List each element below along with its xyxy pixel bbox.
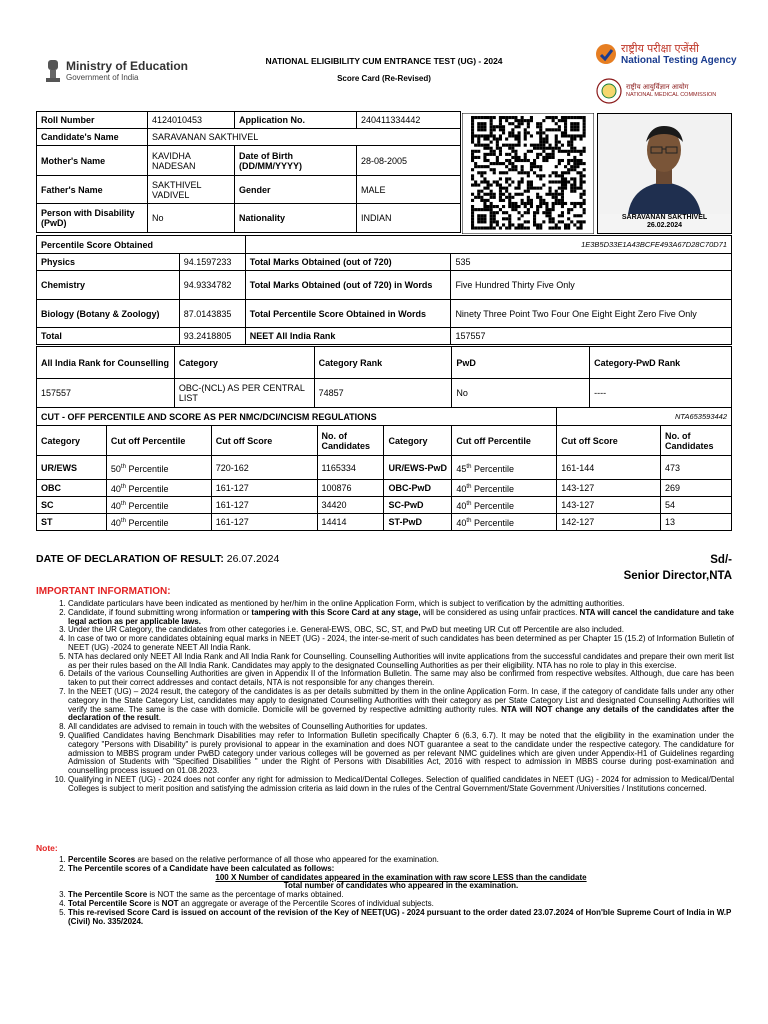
category-value: OBC-(NCL) AS PER CENTRAL LIST	[174, 379, 314, 408]
cutoff-score-pwd: 161-144	[557, 456, 661, 480]
cutoff-candidates-pwd: 13	[661, 514, 732, 531]
page-subtitle: Score Card (Re-Revised)	[337, 74, 431, 83]
pct-words-value: Ninety Three Point Two Four One Eight Eight Zero Five Only	[451, 300, 732, 328]
nmc-hindi-name: राष्ट्रीय आयुर्विज्ञान आयोग	[626, 83, 689, 91]
cutoff-category-pwd: SC-PwD	[384, 497, 452, 514]
list-item: 3. Under the UR Category, the candidates from other categories i.e. General-EWS, OBC, SC, ST, and PwD but meeting UR Cut off Percentile are also included.	[68, 626, 734, 635]
list-item: 2. The Percentile scores of a Candidate have been calculated as follows: 100 X Number of candidates appeared in the examination with raw score LESS than the candidate Total number of candidates who appeared in the examination.	[68, 865, 734, 891]
cutoff-candidates: 34420	[317, 497, 384, 514]
cutoff-header: Cut off Percentile	[106, 426, 211, 456]
nmc-english-name: NATIONAL MEDICAL COMMISSION	[626, 91, 717, 98]
gender-value: MALE	[357, 176, 461, 204]
list-item: 5. This re-revised Score Card is issued on account of the revision of the Key of NEET(UG) - 2024 pursuant to the order dated 23.07.2024 of Hon'ble Supreme Court of India in W.P (Civil) No. 335/2024.	[68, 909, 734, 927]
list-item: 10. Qualifying in NEET (UG) - 2024 does not confer any right for admission to Medical/Dental Colleges. Selection of qualified candidates in NEET (UG) - 2024 for admission to Medical/Dental Colleges is subject to merit position and satisfying the admission criteria as laid down in the rules of the Central Government/State Government /Universities / Institutions concerned.	[68, 776, 734, 794]
cutoff-title: CUT - OFF PERCENTILE AND SCORE AS PER NMC/DCI/NCISM REGULATIONS	[37, 408, 557, 426]
pwd-value: No	[452, 379, 590, 408]
cutoff-score-pwd: 143-127	[557, 497, 661, 514]
cutoff-header: Category	[384, 426, 452, 456]
physics-value: 94.1597233	[179, 254, 245, 271]
father-value: SAKTHIVEL VADIVEL	[148, 176, 235, 204]
important-heading: IMPORTANT INFORMATION:	[36, 586, 171, 597]
marks-label: Total Marks Obtained (out of 720)	[245, 254, 451, 271]
signature-sd: Sd/-	[710, 554, 732, 566]
photo-caption-name: SARAVANAN SAKTHIVEL	[621, 214, 708, 221]
cutoff-header: No. of Candidates	[317, 426, 384, 456]
category-rank-label: Category Rank	[314, 347, 452, 379]
roll-label: Roll Number	[37, 112, 148, 129]
nta-hindi-name: राष्ट्रीय परीक्षा एजेंसी	[621, 42, 699, 55]
list-item: 9. Qualified Candidates having Benchmark Disabilities may refer to Information Bulletin specifically Chapter 6 (6.3, 6.7). It may be noted that the eligibility in the examination under the category "Persons with Disability" is purely provisional to appear in the examination and does NOT guarantee a seat to the candidate under the respective category. The candidature for admission to MBBS program under PwBD category under various colleges will be governed as per relevant NMC guidelines which are given under Appendix-H1 of Guidelines regarding Admission of Students with "Specified Disabilities " under the Right of Persons with Disabilities Act, 2016 with respect to admission in MBBS course during post-examination and counselling process issued on 01.08.2023.	[68, 732, 734, 776]
table-row	[37, 497, 732, 514]
ministry-name: Ministry of Education	[66, 59, 189, 73]
name-value: SARAVANAN SAKTHIVEL	[148, 129, 461, 146]
cutoff-candidates: 14414	[317, 514, 384, 531]
declaration-date: 26.07.2024	[226, 553, 280, 565]
page-title: NATIONAL ELIGIBILITY CUM ENTRANCE TEST (UG) - 2024	[265, 56, 503, 66]
biology-label: Biology (Botany & Zoology)	[37, 300, 180, 328]
father-label: Father's Name	[37, 176, 148, 204]
pwd-rank-label: PwD	[452, 347, 590, 379]
cutoff-category: ST	[37, 514, 107, 531]
category-rank-value: 74857	[314, 379, 452, 408]
dob-value: 28-08-2005	[357, 146, 461, 176]
roll-value: 4124010453	[148, 112, 235, 129]
list-item: 1. Candidate particulars have been indicated as mentioned by her/him in the online Application Form, which is subject to verification by the admitting authorities.	[68, 600, 734, 609]
physics-label: Physics	[37, 254, 180, 271]
cutoff-category: SC	[37, 497, 107, 514]
cutoff-header: Cut off Score	[211, 426, 317, 456]
cutoff-percentile-pwd: 40th Percentile	[452, 514, 557, 531]
total-label: Total	[37, 328, 180, 345]
biology-value: 87.0143835	[179, 300, 245, 328]
table-row	[37, 456, 732, 480]
cutoff-table	[36, 407, 732, 531]
cutoff-candidates: 1165334	[317, 456, 384, 480]
list-item: 5. NTA has declared only NEET All India Rank and All India Rank for Counselling. Counselling Authorities will invite applications from the successful candidates and prepare their own merit list as per their rules based on the All India Rank. Candidates may apply to the designated Counselling Authorities as per their eligibility. NTA has no role to play in this exercise.	[68, 653, 734, 671]
cutoff-percentile: 40th Percentile	[106, 514, 211, 531]
cutoff-category-pwd: ST-PwD	[384, 514, 452, 531]
percentile-formula: 100 X Number of candidates appeared in the examination with raw score LESS than the candidate Total number of candidates who appeared in the examination.	[215, 872, 587, 891]
marks-words-value: Five Hundred Thirty Five Only	[451, 271, 732, 300]
list-item: 7. In the NEET (UG) – 2024 result, the category of the candidates is as per details submitted by them in the online Application Form. In case, if the category of candidate falls under any other category in the State Category List, candidates may apply to designated Counselling Authorities with their category as per State Category List and designated Counselling Authorities will verify the same. The same is the case with domicile. Domicile will be governed by respective admitting authority rules. NTA will NOT change any details of the candidates after the declaration of the result.	[68, 688, 734, 723]
nta-logo	[594, 42, 737, 66]
note-list	[40, 856, 734, 926]
list-item: 1. Percentile Scores are based on the relative performance of all those who appeared for the examination.	[68, 856, 734, 865]
nationality-value: INDIAN	[357, 204, 461, 233]
cutoff-score-pwd: 143-127	[557, 480, 661, 497]
cutoff-percentile-pwd: 45th Percentile	[452, 456, 557, 480]
declaration	[36, 553, 279, 565]
note-heading: Note:	[36, 843, 58, 853]
category-pwd-rank-label: Category-PwD Rank	[590, 347, 732, 379]
nta-english-name: National Testing Agency	[621, 54, 737, 66]
declaration-label: DATE OF DECLARATION OF RESULT:	[36, 553, 224, 565]
chemistry-label: Chemistry	[37, 271, 180, 300]
cutoff-category-pwd: UR/EWS-PwD	[384, 456, 452, 480]
cutoff-code: NTA653593442	[557, 408, 732, 426]
counselling-rank: 157557	[37, 379, 175, 408]
qr-code-icon	[462, 113, 594, 234]
pwd-value: No	[148, 204, 235, 233]
cutoff-percentile-pwd: 40th Percentile	[452, 497, 557, 514]
list-item: 2. Candidate, if found submitting wrong information or tampering with this Score Card at any stage, will be considered as using unfair practices. NTA will cancel the candidature and take legal action as per applicable laws.	[68, 609, 734, 627]
air-label: NEET All India Rank	[245, 328, 451, 345]
government-name: Government of India	[66, 73, 139, 82]
dob-label: Date of Birth (DD/MM/YYYY)	[235, 146, 357, 176]
counselling-table	[36, 346, 732, 408]
cutoff-percentile: 50th Percentile	[106, 456, 211, 480]
nta-emblem-icon	[594, 42, 618, 66]
total-value: 93.2418805	[179, 328, 245, 345]
signature-block	[606, 552, 732, 584]
cutoff-header: Category	[37, 426, 107, 456]
gender-label: Gender	[235, 176, 357, 204]
table-row	[37, 480, 732, 497]
candidate-info-table	[36, 111, 461, 233]
cutoff-percentile: 40th Percentile	[106, 497, 211, 514]
percentile-label: Percentile Score Obtained	[37, 236, 246, 254]
cutoff-candidates: 100876	[317, 480, 384, 497]
cutoff-header: Cut off Percentile	[452, 426, 557, 456]
photo-caption-date: 26.02.2024	[646, 222, 683, 229]
category-label: Category	[174, 347, 314, 379]
nmc-logo	[596, 78, 716, 104]
list-item: 8. All candidates are advised to remain in touch with the websites of Counselling Authorities for updates.	[68, 723, 734, 732]
cutoff-score: 161-127	[211, 497, 317, 514]
score-hash: 1E3B5D33E1A43BCFE493A67D28C70D71	[245, 236, 731, 254]
marks-value: 535	[451, 254, 732, 271]
list-item: 3. The Percentile Score is NOT the same as the percentage of marks obtained.	[68, 891, 734, 900]
list-item: 6. Details of the various Counselling Authorities are given in Appendix II of the Information Bulletin. The same may also be confirmed from respective websites. Although, due care has been taken to put their correct addresses and contact details, NTA is not responsible for any changes therein.	[68, 670, 734, 688]
cutoff-candidates-pwd: 54	[661, 497, 732, 514]
important-list	[40, 600, 734, 794]
nmc-emblem-icon	[596, 78, 622, 104]
mother-value: KAVIDHA NADESAN	[148, 146, 235, 176]
counselling-label: All India Rank for Counselling	[37, 347, 175, 379]
cutoff-score-pwd: 142-127	[557, 514, 661, 531]
cutoff-header: No. of Candidates	[661, 426, 732, 456]
cutoff-percentile-pwd: 40th Percentile	[452, 480, 557, 497]
name-label: Candidate's Name	[37, 129, 148, 146]
cutoff-score: 161-127	[211, 480, 317, 497]
scores-table	[36, 235, 732, 345]
category-pwd-rank-value: ----	[590, 379, 732, 408]
cutoff-score: 161-127	[211, 514, 317, 531]
table-row	[37, 514, 732, 531]
air-value: 157557	[451, 328, 732, 345]
chemistry-value: 94.9334782	[179, 271, 245, 300]
person-photo-icon	[598, 114, 731, 214]
cutoff-header: Cut off Score	[557, 426, 661, 456]
mother-label: Mother's Name	[37, 146, 148, 176]
cutoff-candidates-pwd: 269	[661, 480, 732, 497]
cutoff-category: OBC	[37, 480, 107, 497]
cutoff-candidates-pwd: 473	[661, 456, 732, 480]
list-item: 4. Total Percentile Score is NOT an aggregate or average of the Percentile Scores of individual subjects.	[68, 900, 734, 909]
app-label: Application No.	[235, 112, 357, 129]
cutoff-category: UR/EWS	[37, 456, 107, 480]
pct-words-label: Total Percentile Score Obtained in Words	[245, 300, 451, 328]
candidate-photo	[597, 113, 732, 234]
pwd-label: Person with Disability (PwD)	[37, 204, 148, 233]
list-item: 4. In case of two or more candidates obtaining equal marks in NEET (UG) - 2024, the inter-se-merit of such candidates has been determined as per Chapter 15 (15.2) of Information Bulletin of NEET (UG) -2024 to generate NEET All India Rank.	[68, 635, 734, 653]
marks-words-label: Total Marks Obtained (out of 720) in Words	[245, 271, 451, 300]
signature-title: Senior Director,NTA	[623, 570, 732, 582]
cutoff-category-pwd: OBC-PwD	[384, 480, 452, 497]
cutoff-percentile: 40th Percentile	[106, 480, 211, 497]
nationality-label: Nationality	[235, 204, 357, 233]
cutoff-score: 720-162	[211, 456, 317, 480]
app-value: 240411334442	[357, 112, 461, 129]
